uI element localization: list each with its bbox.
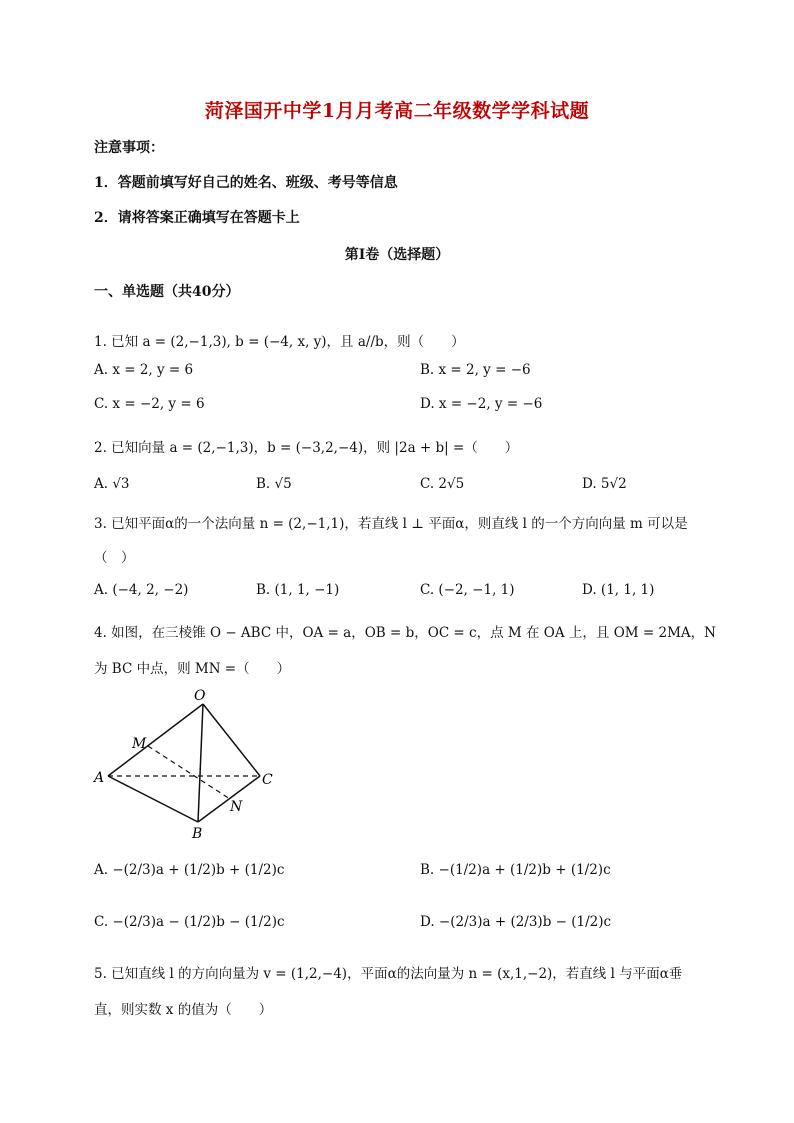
label-O: O bbox=[194, 688, 206, 704]
question-1-option-a: A. x = 2, y = 6 bbox=[94, 362, 194, 378]
question-3-option-c: C. (−2, −1, 1) bbox=[420, 582, 515, 598]
question-4-option-b: B. −(1/2)a + (1/2)b + (1/2)c bbox=[420, 862, 611, 878]
question-4-stem: 4. 如图，在三棱锥 O − ABC 中，OA = a，OB = b，OC = c，点 M 在 OA 上，且 OM = 2MA，N bbox=[94, 625, 716, 641]
question-5-stem: 5. 已知直线 l 的方向向量为 v = (1,2,−4)，平面α的法向量为 n = (x,1,−2)，若直线 l 与平面α垂 bbox=[94, 966, 683, 982]
question-5-stem-cont: 直，则实数 x 的值为（ ） bbox=[94, 1002, 273, 1018]
question-3-stem-cont: （ ） bbox=[94, 550, 135, 566]
label-B: B bbox=[192, 826, 203, 841]
question-4-option-a: A. −(2/3)a + (1/2)b + (1/2)c bbox=[94, 862, 285, 878]
question-4-option-c: C. −(2/3)a − (1/2)b − (1/2)c bbox=[94, 914, 285, 930]
question-3-option-a: A. (−4, 2, −2) bbox=[94, 582, 189, 598]
question-2-stem: 2. 已知向量 a = (2,−1,3)，b = (−3,2,−4)，则 |2a + b| =（ ） bbox=[94, 440, 519, 456]
notice-item-2: 2．请将答案正确填写在答题卡上 bbox=[94, 210, 300, 226]
tetrahedron-figure bbox=[90, 686, 290, 841]
notice-item-1: 1．答题前填写好自己的姓名、班级、考号等信息 bbox=[94, 175, 398, 191]
label-A: A bbox=[94, 770, 105, 786]
label-M: M bbox=[132, 736, 147, 752]
label-N: N bbox=[230, 799, 243, 815]
question-1-option-b: B. x = 2, y = −6 bbox=[420, 362, 531, 378]
question-2-option-b: B. √5 bbox=[256, 476, 292, 492]
question-3-option-d: D. (1, 1, 1) bbox=[582, 582, 655, 598]
question-1-stem: 1. 已知 a = (2,−1,3), b = (−4, x, y)，且 a//b，则（ ） bbox=[94, 334, 465, 350]
question-2-option-a: A. √3 bbox=[94, 476, 130, 492]
part-title: 一、单选题（共40分） bbox=[94, 284, 240, 300]
question-2-option-d: D. 5√2 bbox=[582, 476, 627, 492]
section-title: 第I卷（选择题） bbox=[344, 247, 450, 263]
question-1-option-c: C. x = −2, y = 6 bbox=[94, 396, 205, 412]
question-3-option-b: B. (1, 1, −1) bbox=[256, 582, 340, 598]
question-1-option-d: D. x = −2, y = −6 bbox=[420, 396, 543, 412]
question-4-option-d: D. −(2/3)a + (2/3)b − (1/2)c bbox=[420, 914, 612, 930]
exam-title: 菏泽国开中学1月月考高二年级数学学科试题 bbox=[204, 100, 590, 122]
notice-heading: 注意事项： bbox=[94, 140, 164, 156]
question-4-stem-cont: 为 BC 中点，则 MN =（ ） bbox=[94, 661, 291, 677]
question-3-stem: 3. 已知平面α的一个法向量 n = (2,−1,1)，若直线 l ⊥ 平面α，则直线 l 的一个方向向量 m 可以是 bbox=[94, 516, 688, 532]
label-C: C bbox=[262, 772, 273, 788]
question-2-option-c: C. 2√5 bbox=[420, 476, 465, 492]
